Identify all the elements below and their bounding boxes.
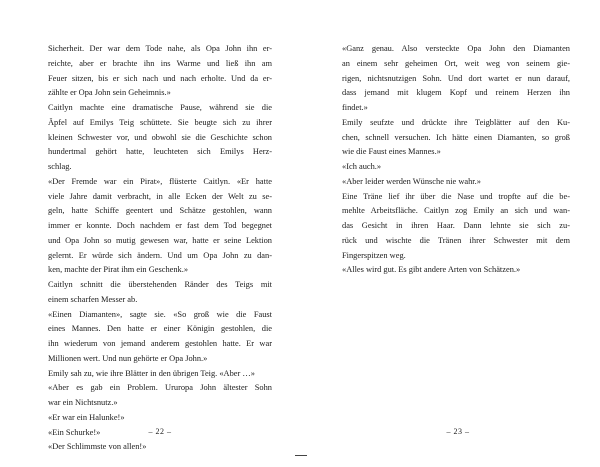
text-line: hundertmal gehört hatte, leuchteten sich Emilys Herz- [48, 147, 272, 157]
text-line: rück und wischte die Tränen ihrer Schwester mit dem [342, 235, 570, 245]
text-line: rigen, nichtsnutzigen Sohn. Und dort wartet er nun darauf, [342, 73, 570, 83]
text-line: «Der Fremde war ein Pirat», flüsterte Caitlyn. «Er hatte [48, 176, 272, 186]
text-line: «Einen Diamanten», sagte sie. «So groß wie die Faust [48, 309, 272, 319]
text-line: ihn wiederum von jemand anderem gestohlen hatte. Er war [48, 339, 272, 348]
text-line: Eine Träne lief ihr über die Nase und tropfte auf die be- [342, 191, 570, 201]
text-line: «Aber es gab ein Problem. Ururopa John ältester Sohn [48, 383, 272, 393]
text-line: Sicherheit. Der war dem Tode nahe, als Opa John ihn er- [48, 44, 272, 53]
text-line: Äpfel auf Emilys Teig schüttete. Sie beugte sich zu ihrer [48, 117, 272, 127]
text-line: «Er war ein Halunke!» [48, 412, 125, 422]
text-line: «Aber leider werden Wünsche nie wahr.» [342, 176, 481, 186]
text-line: Caitlyn machte eine dramatische Pause, während sie die [48, 103, 272, 112]
text-line: Millionen wert. Und nun gehörte er Opa John.» [48, 353, 208, 363]
text-line: mehlte Arbeitsfläche. Caitlyn zog Emily an sich und wan- [342, 206, 570, 216]
left-page-text [48, 42, 272, 455]
text-line: reichte, aber er brachte ihn ins Warme und ließ ihn am [48, 58, 272, 68]
text-line: viele Jahre damit verbracht, in alle Ecken der Welt zu se- [48, 191, 272, 201]
text-line: «Alles wird gut. Es gibt andere Arten von Schätzen.» [342, 265, 521, 275]
text-line: geln, hatte Schiffe geentert und Schätze gestohlen, wann [48, 206, 272, 216]
text-line: eines Mannes. Den hatte er einer Königin gestohlen, die [48, 324, 272, 334]
text-line: und Opa John so mutig gewesen war, hatte er seine Lektion [48, 235, 272, 245]
text-line: an einem sehr geheimen Ort, weit weg von seinem gie- [342, 58, 570, 68]
text-line: «Ein Schurke!» [48, 427, 101, 437]
text-line: dass jemand mit klugem Kopf und reinem Herzen ihn [342, 88, 570, 98]
text-line: schlag. [48, 162, 72, 171]
text-line: gelernt. Er würde sich ändern. Und um Opa John zu dan- [48, 250, 272, 260]
text-line: «Ich auch.» [342, 162, 382, 171]
text-line: ken, machte der Pirat ihm ein Geschenk.» [48, 265, 189, 275]
right-page-text [342, 42, 570, 278]
text-line: immer er konnte. Doch nachdem er fast dem Tod begegnet [48, 221, 272, 230]
gutter-mark [295, 455, 307, 456]
right-page-number: – 23 – [446, 427, 470, 436]
text-line: zählte er Opa John sein Geheimnis.» [48, 88, 171, 98]
right-page [300, 0, 600, 467]
text-line: findet.» [342, 103, 368, 112]
text-line: kleinen Schwester vor, und obwohl sie die Geschichte schon [48, 132, 272, 142]
text-line: chen, schnell versuchen. Ich hätte einen Diamanten, so groß [342, 132, 570, 142]
text-line: das Gesicht in ihren Haar. Dann lehnte sie sich zu- [342, 221, 570, 230]
text-line: einem scharfen Messer ab. [48, 294, 138, 304]
text-line: Caitlyn schnitt die überstehenden Ränder des Teigs mit [48, 280, 272, 289]
text-line: «Der Schlimmste von allen!» [48, 442, 147, 452]
text-line: war ein Nichtsnutz.» [48, 398, 118, 407]
left-page-number: – 22 – [148, 427, 172, 436]
text-line: Feuer sitzen, bis er sich nach und nach erholte. Und da er- [48, 73, 272, 83]
text-line: Emily sah zu, wie ihre Blätter in den übrigen Teig. «Aber …» [48, 368, 255, 378]
text-line: Emily seufzte und drückte ihre Teigblätter auf den Ku- [342, 117, 570, 127]
text-line: Fingerspitzen weg. [342, 250, 406, 260]
text-line: «Ganz genau. Also versteckte Opa John den Diamanten [342, 44, 570, 53]
text-line: wie die Faust eines Mannes.» [342, 147, 441, 157]
